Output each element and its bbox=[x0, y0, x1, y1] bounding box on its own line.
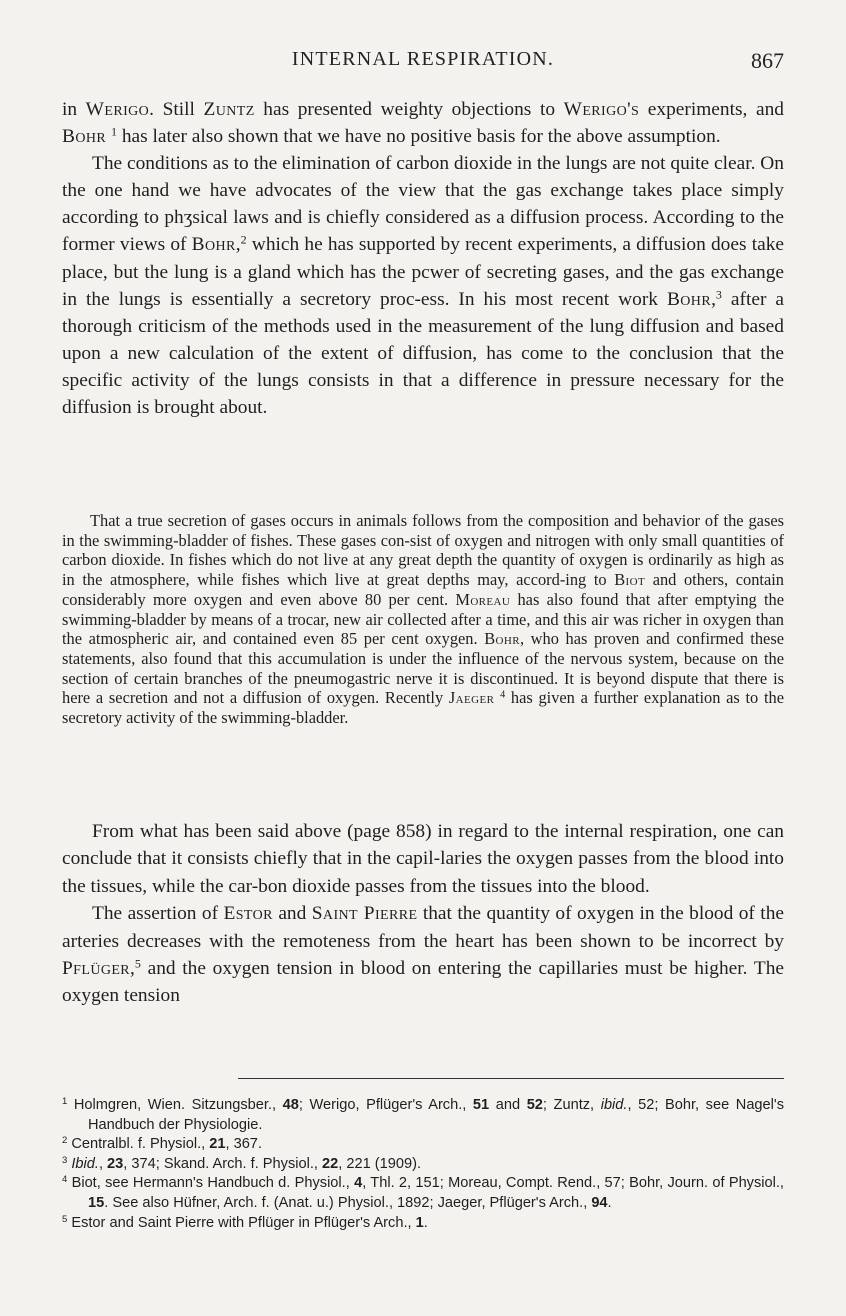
footnote-ref: 2 bbox=[240, 232, 247, 247]
author-name: Bohr bbox=[666, 288, 712, 310]
footnote-ref: 1 bbox=[110, 124, 117, 139]
paragraph-3: From what has been said above (page 858) in regard to the internal respiration, one can conclude that it consists chiefly that in the capil-laries the oxygen passes from the blood into the tissues, while the car-bon dioxide passes from the tissues into the blood. bbox=[62, 821, 784, 897]
author-name: Estor bbox=[223, 903, 273, 925]
author-name: Werigo's bbox=[563, 99, 640, 120]
author-name: Saint Pierre bbox=[311, 903, 418, 925]
footnote-divider bbox=[238, 1078, 784, 1079]
author-name: Zuntz bbox=[203, 99, 255, 120]
running-head: INTERNAL RESPIRATION. bbox=[291, 48, 555, 70]
footnote-5: $^5$ Estor and Saint Pierre with Pflüger in Pflüger's Arch., 1. bbox=[62, 1213, 428, 1231]
footnote-mark: 3 bbox=[62, 1154, 68, 1166]
footnote-ref: 3 bbox=[715, 287, 722, 302]
footnote-3: $^3$ Ibid., 23, 374; Skand. Arch. f. Physiol., 22, 221 (1909). bbox=[62, 1154, 422, 1172]
footnote-ref: 5 bbox=[134, 956, 141, 971]
author-name: Jaeger bbox=[448, 688, 495, 708]
main-text-upper bbox=[62, 96, 784, 421]
footnote-mark: 1 bbox=[62, 1095, 68, 1107]
author-name: Bohr bbox=[191, 234, 236, 256]
paragraph-4: The assertion of Estor and Saint Pierre that the quantity of oxygen in the blood of the arteries decreases with the remoteness from the heart has been shown to be incorrect by Pflüger,$^5$ and the oxygen tension in blood on entering the capillaries must be higher. The oxygen tension bbox=[62, 903, 784, 1007]
page-number: 867 bbox=[751, 48, 784, 73]
paragraph-1: in Werigo. Still Zuntz has presented weighty objections to Werigo's experiments, and Bohr $^1$ has later also shown that we have no positive basis for the above assumption. bbox=[62, 99, 784, 148]
footnote-mark: 2 bbox=[62, 1134, 68, 1146]
footnote-mark: 4 bbox=[62, 1174, 68, 1186]
main-text-lower bbox=[62, 818, 784, 1010]
footnote-2: $^2$ Centralbl. f. Physiol., 21, 367. bbox=[62, 1134, 262, 1153]
author-name: Moreau bbox=[455, 589, 511, 609]
author-name: Bohr bbox=[484, 629, 520, 649]
footnote-mark: 5 bbox=[62, 1213, 68, 1225]
author-name: Pflüger bbox=[62, 958, 131, 980]
small-paragraph: That a true secretion of gases occurs in animals follows from the composition and behavior of the gases in the swimming-bladder of fishes. These gases con-sist of oxygen and nitrogen with only small quantities of carbon dioxide. In fishes which do not live at any great depth the quantity of oxygen is ordinarily as high as in the atmosphere, while fishes which live at great depths may, accord-ing to Biot and others, contain considerably more oxygen and even above 80 per cent. Moreau has also found that after emptying the swimming-bladder by means of a trocar, new air collected after a time, and this air was richer in oxygen than the atmospheric air, and contained even 85 per cent oxygen. Bohr, who has proven and confirmed these statements, also found that this accumulation is under the influence of the nervous system, because on the section of certain branches of the pneumogastric nerve it is discontinued. It is beyond dispute that there is here a secretion and not a diffusion of oxygen. Recently Jaeger $^4$ has given a further explanation as to the secretory activity of the swimming-bladder. bbox=[62, 511, 784, 728]
author-name: Werigo bbox=[85, 99, 150, 120]
page-header bbox=[62, 48, 784, 78]
author-name: Biot bbox=[614, 570, 646, 590]
footnote-4: $^4$ Biot, see Hermann's Handbuch d. Physiol., 4, Thl. 2, 151; Moreau, Compt. Rend., 57; Bohr, Journ. of Physiol., 15. See also Hüfner, Arch. f. (Anat. u.) Physiol., 1892; Jaeger, Pflüger's Arch., 94. bbox=[62, 1174, 784, 1211]
small-print-section bbox=[62, 511, 784, 728]
footnotes bbox=[62, 1096, 784, 1233]
author-name: Bohr bbox=[62, 126, 107, 148]
footnote-1: $^1$ Holmgren, Wien. Sitzungsber., 48; Werigo, Pflüger's Arch., 51 and 52; Zuntz, ibid., 52; Bohr, see Nagel's Handbuch der Physiologie. bbox=[62, 1095, 784, 1133]
footnote-ref: 4 bbox=[500, 689, 506, 701]
paragraph-2: The conditions as to the elimination of carbon dioxide in the lungs are not quite clear. On the one hand we have advocates of the view that the gas exchange takes place simply according to phʒsical laws and is chiefly considered as a diffusion process. According to the former views of Bohr,$^2$ which he has supported by recent experiments, a diffusion does take place, but the lung is a gland which has the pcwer of secreting gases, and the gas exchange in the lungs is essentially a secretory proc-ess. In his most recent work Bohr,$^3$ after a thorough criticism of the methods used in the measurement of the lung diffusion and based upon a new calculation of the extent of diffusion, has come to the conclusion that the specific activity of the lungs consists in that a difference in pressure necessary for the diffusion is brought about. bbox=[62, 153, 784, 419]
